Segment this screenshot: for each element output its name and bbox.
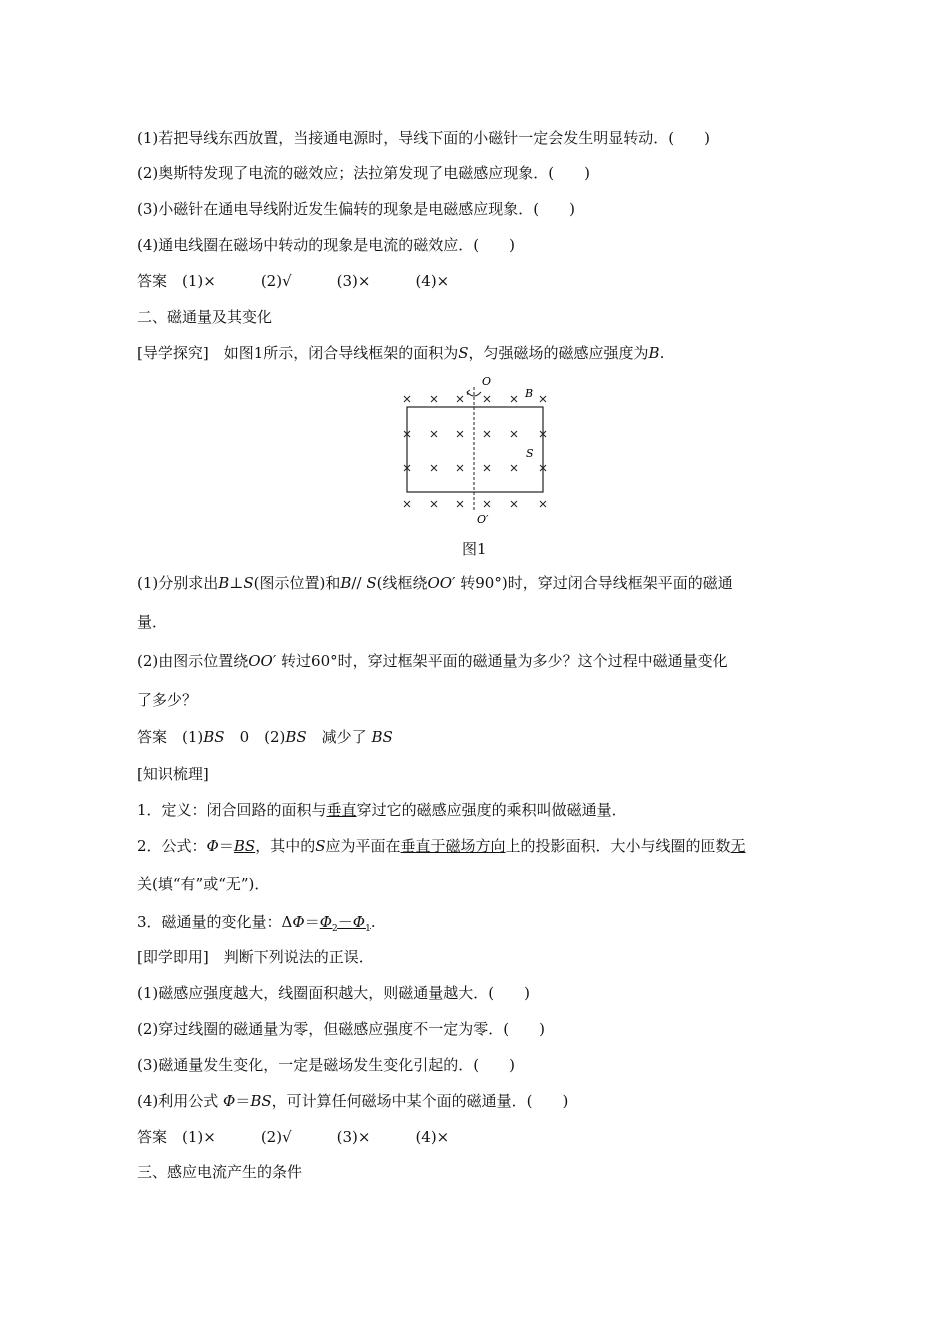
q-symbol: ⊥ [229, 574, 244, 592]
a-symbol: BS [250, 1092, 272, 1110]
field-cross-icon [511, 396, 517, 402]
ans-text: 答案 (1) [137, 728, 204, 746]
label-b: B [525, 387, 534, 400]
ans-text: 0 (2) [224, 728, 286, 746]
field-cross-icon [484, 501, 490, 507]
apply-2: (2)穿过线圈的磁通量为零，但磁感应强度不一定为零．( ) [137, 1020, 545, 1038]
field-cross-icon [457, 431, 463, 437]
q-text: (线框绕 [376, 574, 428, 592]
field-cross-icon [404, 501, 410, 507]
k-text: 2．公式： [137, 837, 207, 855]
field-cross-icon [431, 501, 437, 507]
guide-explore [137, 343, 664, 363]
ans-symbol: BS [285, 728, 307, 746]
q-symbol: B [218, 574, 230, 592]
field-cross-icon [484, 396, 490, 402]
knowledge-2-cont: 关(填“有”或“无”)． [137, 875, 270, 893]
field-cross-icon [431, 465, 437, 471]
q-symbol: // [351, 574, 367, 592]
answer-2 [137, 727, 393, 747]
field-cross-icon [457, 501, 463, 507]
question-2-1 [137, 573, 733, 593]
wire-frame [407, 407, 543, 492]
q-symbol: B [340, 574, 352, 592]
field-cross-icon [511, 501, 517, 507]
label-s: S [526, 447, 534, 460]
apply-heading: [即学即用] 判断下列说法的正误． [137, 948, 374, 966]
question-2-2 [137, 651, 728, 671]
answer-1: 答案 (1)× (2)√ (3)× (4)× [137, 272, 450, 290]
k-symbol: Φ [319, 913, 333, 931]
magnetic-field-crosses [404, 396, 546, 507]
a-text: ＝ [235, 1092, 251, 1110]
apply-1: (1)磁感应强度越大，线圈面积越大，则磁通量越大．( ) [137, 984, 530, 1002]
k-text: 应为平面在 [325, 837, 401, 855]
k-blank: 垂直于磁场方向 [400, 837, 506, 855]
k-blank [319, 913, 371, 934]
knowledge-2 [137, 836, 746, 856]
field-cross-icon [457, 396, 463, 402]
q-symbol: OO′ [427, 574, 456, 592]
field-cross-icon [484, 431, 490, 437]
field-cross-icon [511, 431, 517, 437]
k-symbol: S [315, 837, 326, 855]
field-cross-icon [540, 396, 546, 402]
question-4: (4)通电线圈在磁场中转动的现象是电流的磁效应．( ) [137, 236, 515, 254]
symbol-s: S [458, 344, 469, 362]
k-sub: 2 [332, 924, 338, 934]
a-text: ，可计算任何磁场中某个面的磁通量．( ) [271, 1092, 569, 1110]
a-symbol: Φ [223, 1092, 236, 1110]
q-symbol: OO′ [248, 652, 277, 670]
k-text: 穿过它的磁感应强度的乘积叫做磁通量． [356, 801, 627, 819]
q-text: 转过60°时，穿过框架平面的磁通量为多少？这个过程中磁通量变化 [281, 652, 728, 670]
apply-4 [137, 1091, 568, 1111]
question-3: (3)小磁针在通电导线附近发生偏转的现象是电磁感应现象．( ) [137, 200, 575, 218]
symbol-b: B [648, 344, 660, 362]
k-blank: 垂直 [326, 801, 357, 819]
k-text: 3．磁通量的变化量：Δ [137, 913, 293, 931]
field-cross-icon [540, 501, 546, 507]
ans-symbol: BS [203, 728, 225, 746]
q-symbol: S [243, 574, 254, 592]
k-text: 上的投影面积．大小与线圈的匝数 [505, 837, 731, 855]
ans-text: 减少了 [306, 728, 367, 746]
question-2-1-cont: 量． [137, 613, 168, 631]
q-symbol: S [366, 574, 377, 592]
k-text: 1．定义：闭合回路的面积与 [137, 801, 327, 819]
knowledge-heading: [知识梳理] [137, 765, 209, 783]
a-text: (4)利用公式 [137, 1092, 219, 1110]
question-1: (1)若把导线东西放置，当接通电源时，导线下面的小磁针一定会发生明显转动．( ) [137, 129, 710, 147]
k-text: ＝ [218, 837, 234, 855]
k-text: － [337, 913, 353, 931]
k-sub: 1 [365, 924, 371, 934]
k-text: ＝ [304, 913, 320, 931]
figure-1 [395, 372, 560, 532]
field-cross-icon [511, 465, 517, 471]
knowledge-1 [137, 800, 627, 820]
field-cross-icon [457, 465, 463, 471]
answer-3: 答案 (1)× (2)√ (3)× (4)× [137, 1128, 450, 1146]
k-text: . [370, 913, 376, 931]
field-cross-icon [404, 396, 410, 402]
section-heading-3: 三、感应电流产生的条件 [137, 1163, 303, 1181]
figure-caption: 图1 [462, 540, 487, 558]
k-text: ，其中的 [255, 837, 316, 855]
question-2-2-cont: 了多少？ [137, 691, 198, 709]
k-blank: 无 [730, 837, 746, 855]
q-text: 转90°)时，穿过闭合导线框架平面的磁通 [460, 574, 733, 592]
guide-text-mid: ，匀强磁场的磁感应强度为 [468, 344, 649, 362]
label-o: O [482, 375, 492, 388]
k-symbol: Φ [292, 913, 305, 931]
question-2: (2)奥斯特发现了电流的磁效应；法拉第发现了电磁感应现象．( ) [137, 164, 590, 182]
q-text: (图示位置)和 [253, 574, 341, 592]
ans-symbol: BS [371, 728, 393, 746]
k-symbol: Φ [206, 837, 219, 855]
q-text: (2)由图示位置绕 [137, 652, 249, 670]
field-cross-icon [484, 465, 490, 471]
knowledge-3 [137, 912, 376, 939]
guide-end: . [659, 344, 665, 362]
field-cross-icon [431, 396, 437, 402]
k-symbol: Φ [352, 913, 366, 931]
label-o-prime: O′ [477, 513, 489, 526]
k-blank: BS [233, 837, 256, 855]
field-cross-icon [431, 431, 437, 437]
section-heading-2: 二、磁通量及其变化 [137, 308, 273, 326]
guide-text: [导学探究] 如图1所示，闭合导线框架的面积为 [137, 344, 459, 362]
apply-3: (3)磁通量发生变化，一定是磁场发生变化引起的．( ) [137, 1056, 515, 1074]
q-text: (1)分别求出 [137, 574, 219, 592]
